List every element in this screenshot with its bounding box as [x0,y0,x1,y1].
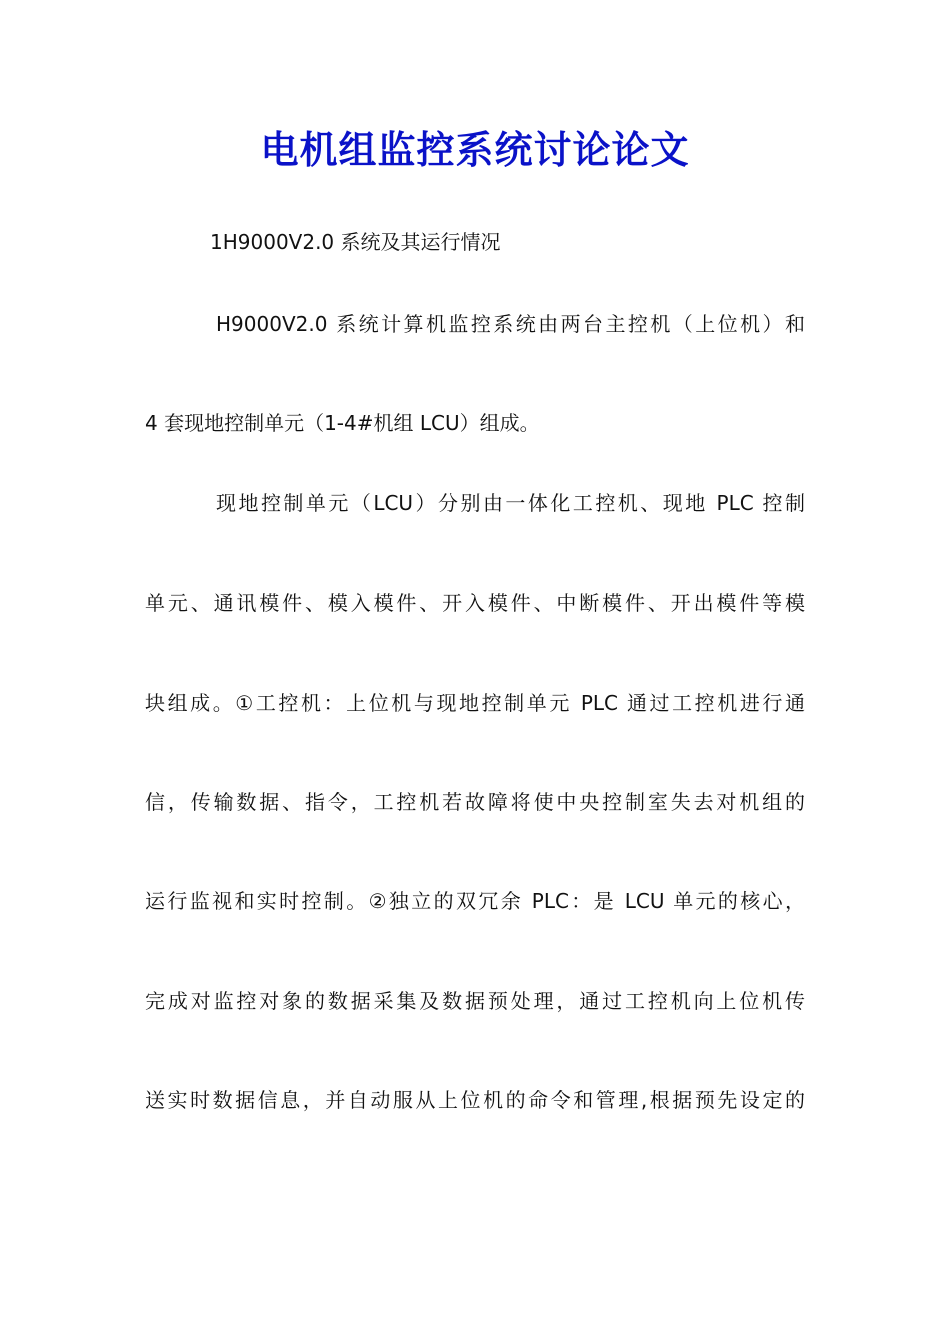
document-title: 电机组监控系统讨论论文 [260,127,690,172]
paragraph-line: 完成对监控对象的数据采集及数据预处理，通过工控机向上位机传 [145,989,805,1013]
paragraph-line: 送实时数据信息，并自动服从上位机的命令和管理,根据预先设定的 [145,1088,805,1112]
paragraph-line: 运行监视和实时控制。②独立的双冗余 PLC：是 LCU 单元的核心， [145,889,805,913]
paragraph-line: 现地控制单元（LCU）分别由一体化工控机、现地 PLC 控制 [216,491,805,515]
paragraph-line: H9000V2.0 系统计算机监控系统由两台主控机（上位机）和 [216,312,805,336]
paragraph-line: 块组成。①工控机：上位机与现地控制单元 PLC 通过工控机进行通 [145,691,805,715]
paragraph-line: 单元、通讯模件、模入模件、开入模件、中断模件、开出模件等模 [145,591,805,615]
section-heading: 1H9000V2.0 系统及其运行情况 [210,230,501,254]
paragraph-line: 信，传输数据、指令，工控机若故障将使中央控制室失去对机组的 [145,790,805,814]
paragraph-line: 4 套现地控制单元（1-4#机组 LCU）组成。 [145,411,540,435]
